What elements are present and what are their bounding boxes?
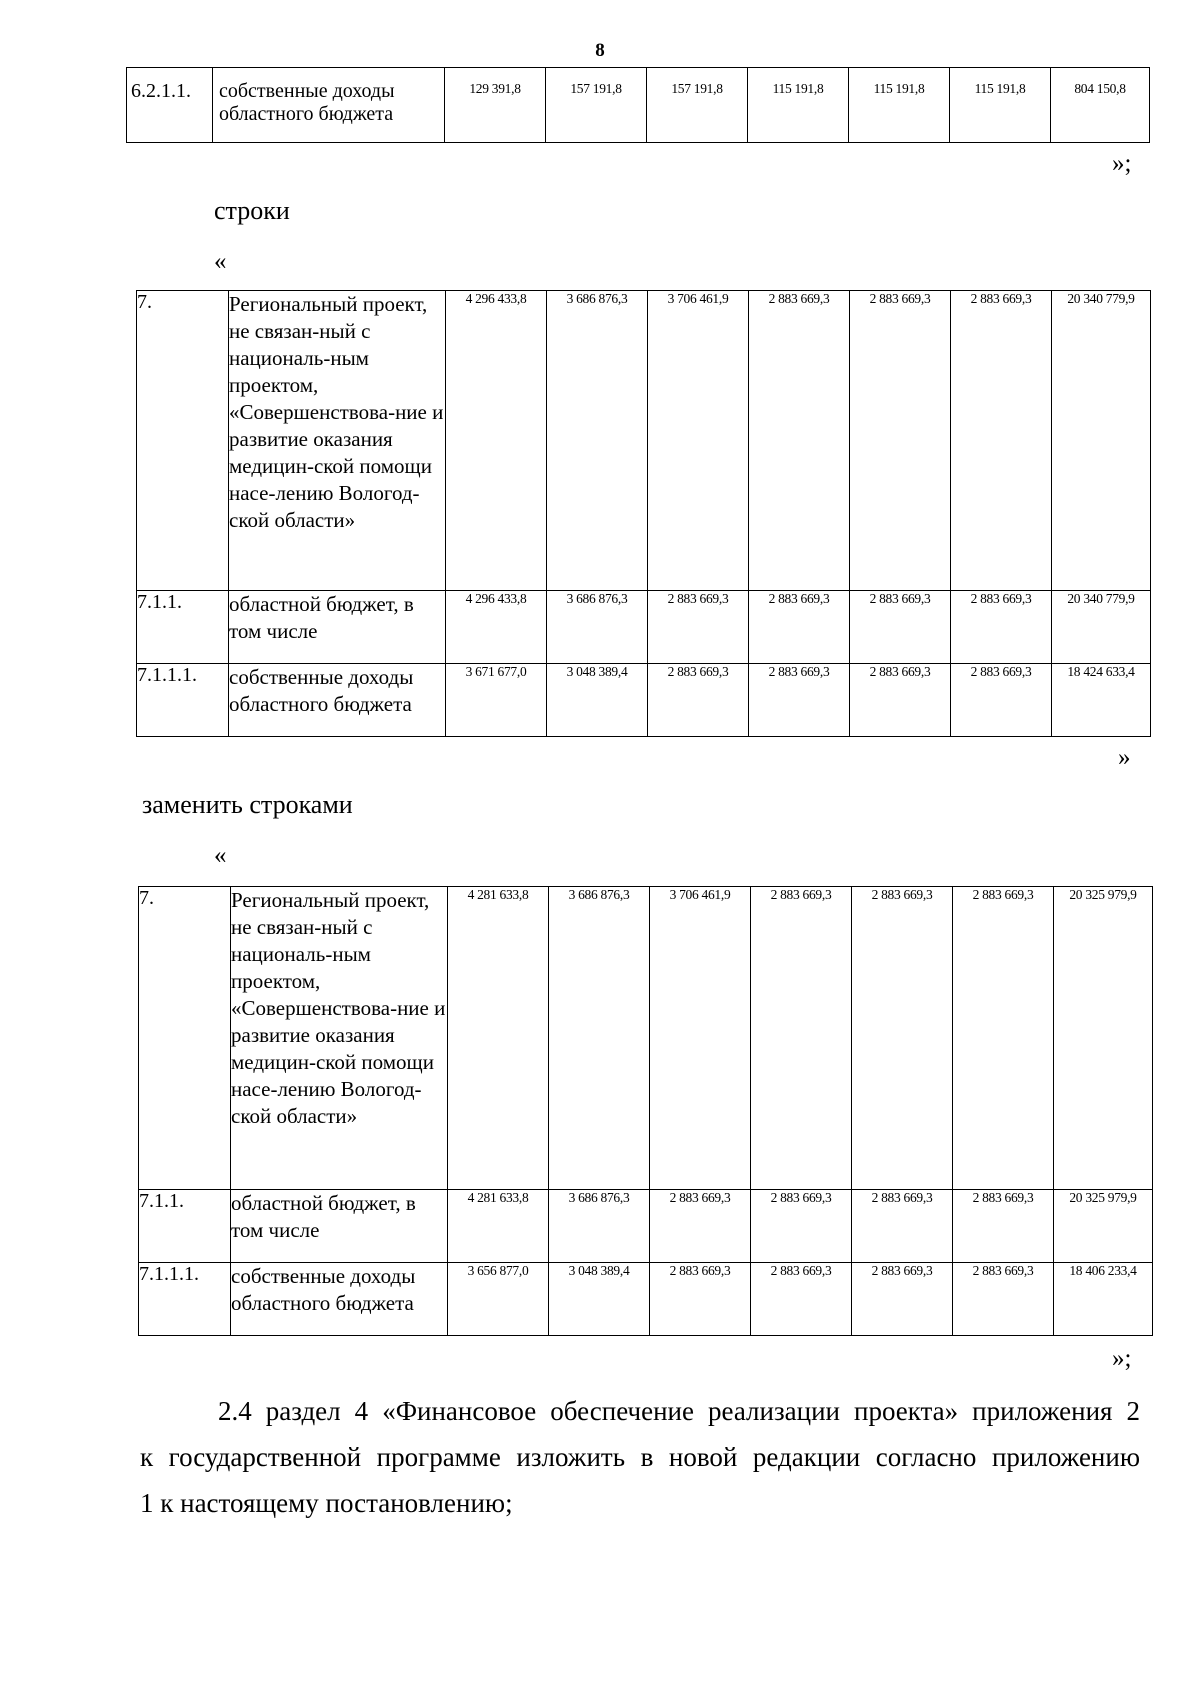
row-name: областной бюджет, в том числе	[231, 1190, 448, 1263]
value-cell: 115 191,8	[748, 68, 849, 143]
label-strings: строки	[214, 196, 290, 225]
value-cell: 3 706 461,9	[650, 887, 751, 1190]
close-quote: »;	[1112, 1345, 1132, 1372]
close-quote: »	[1118, 744, 1131, 771]
row-number: 6.2.1.1.	[127, 68, 213, 143]
value-cell: 2 883 669,3	[953, 1190, 1054, 1263]
page-number: 8	[595, 40, 605, 61]
paragraph-line: 1 к настоящему постановлению;	[140, 1488, 513, 1518]
value-cell: 20 325 979,9	[1054, 887, 1153, 1190]
value-cell: 2 883 669,3	[749, 291, 850, 591]
value-cell: 2 883 669,3	[850, 664, 951, 737]
value-cell: 157 191,8	[647, 68, 748, 143]
value-cell: 2 883 669,3	[751, 1190, 852, 1263]
value-cell: 4 296 433,8	[446, 591, 547, 664]
value-cell: 4 281 633,8	[448, 1190, 549, 1263]
value-cell: 2 883 669,3	[852, 887, 953, 1190]
value-cell: 3 048 389,4	[549, 1263, 650, 1336]
value-cell: 3 686 876,3	[547, 591, 648, 664]
top-table	[126, 67, 1150, 143]
value-cell: 2 883 669,3	[749, 591, 850, 664]
value-cell: 3 686 876,3	[549, 1190, 650, 1263]
value-cell: 2 883 669,3	[650, 1263, 751, 1336]
label-replace: заменить строками	[142, 790, 353, 819]
value-cell: 3 048 389,4	[547, 664, 648, 737]
value-cell: 4 281 633,8	[448, 887, 549, 1190]
table-row	[137, 664, 1151, 737]
value-cell: 20 340 779,9	[1052, 291, 1151, 591]
table-row	[139, 1263, 1153, 1336]
value-cell: 20 325 979,9	[1054, 1190, 1153, 1263]
value-cell: 2 883 669,3	[951, 664, 1052, 737]
old-rows-table	[136, 290, 1151, 737]
value-cell: 20 340 779,9	[1052, 591, 1151, 664]
value-cell: 3 686 876,3	[547, 291, 648, 591]
paragraph-line: 2.4 раздел 4 «Финансовое обеспечение реализации проекта» приложения 2	[218, 1396, 1140, 1426]
value-cell: 115 191,8	[849, 68, 950, 143]
row-number: 7.	[139, 887, 231, 1190]
value-cell: 2 883 669,3	[953, 887, 1054, 1190]
row-name: собственные доходы областного бюджета	[213, 68, 445, 143]
value-cell: 157 191,8	[546, 68, 647, 143]
value-cell: 2 883 669,3	[953, 1263, 1054, 1336]
value-cell: 3 671 677,0	[446, 664, 547, 737]
value-cell: 2 883 669,3	[751, 887, 852, 1190]
row-name: областной бюджет, в том числе	[229, 591, 446, 664]
row-number: 7.	[137, 291, 229, 591]
value-cell: 3 686 876,3	[549, 887, 650, 1190]
paragraph-line: к государственной программе изложить в новой редакции согласно приложению	[140, 1442, 1140, 1472]
open-quote: «	[214, 842, 227, 869]
value-cell: 2 883 669,3	[852, 1190, 953, 1263]
value-cell: 2 883 669,3	[648, 664, 749, 737]
row-number: 7.1.1.1.	[139, 1263, 231, 1336]
value-cell: 18 424 633,4	[1052, 664, 1151, 737]
row-name: собственные доходы областного бюджета	[231, 1263, 448, 1336]
value-cell: 2 883 669,3	[852, 1263, 953, 1336]
value-cell: 804 150,8	[1051, 68, 1150, 143]
row-name: Региональный проект, не связан-ный с националь-ным проектом, «Совершенствова-ние и развитие оказания медицин-ской помощи насе-лению Вологод-ской области»	[229, 291, 446, 591]
row-number: 7.1.1.	[139, 1190, 231, 1263]
row-name: собственные доходы областного бюджета	[229, 664, 446, 737]
value-cell: 18 406 233,4	[1054, 1263, 1153, 1336]
table-row	[139, 887, 1153, 1190]
row-number: 7.1.1.1.	[137, 664, 229, 737]
value-cell: 2 883 669,3	[850, 291, 951, 591]
value-cell: 115 191,8	[950, 68, 1051, 143]
value-cell: 2 883 669,3	[749, 664, 850, 737]
value-cell: 3 656 877,0	[448, 1263, 549, 1336]
value-cell: 2 883 669,3	[751, 1263, 852, 1336]
value-cell: 2 883 669,3	[650, 1190, 751, 1263]
value-cell: 2 883 669,3	[951, 591, 1052, 664]
new-rows-table	[138, 886, 1153, 1336]
amendment-paragraph	[140, 1388, 1140, 1526]
open-quote: «	[214, 248, 227, 275]
value-cell: 2 883 669,3	[951, 291, 1052, 591]
table-row	[139, 1190, 1153, 1263]
value-cell: 2 883 669,3	[648, 591, 749, 664]
value-cell: 4 296 433,8	[446, 291, 547, 591]
close-quote: »;	[1112, 150, 1132, 177]
value-cell: 2 883 669,3	[850, 591, 951, 664]
table-row	[137, 591, 1151, 664]
row-name: Региональный проект, не связан-ный с националь-ным проектом, «Совершенствова-ние и развитие оказания медицин-ской помощи насе-лению Вологод-ской области»	[231, 887, 448, 1190]
row-number: 7.1.1.	[137, 591, 229, 664]
table-row	[137, 291, 1151, 591]
value-cell: 129 391,8	[445, 68, 546, 143]
table-row	[127, 68, 1150, 143]
value-cell: 3 706 461,9	[648, 291, 749, 591]
